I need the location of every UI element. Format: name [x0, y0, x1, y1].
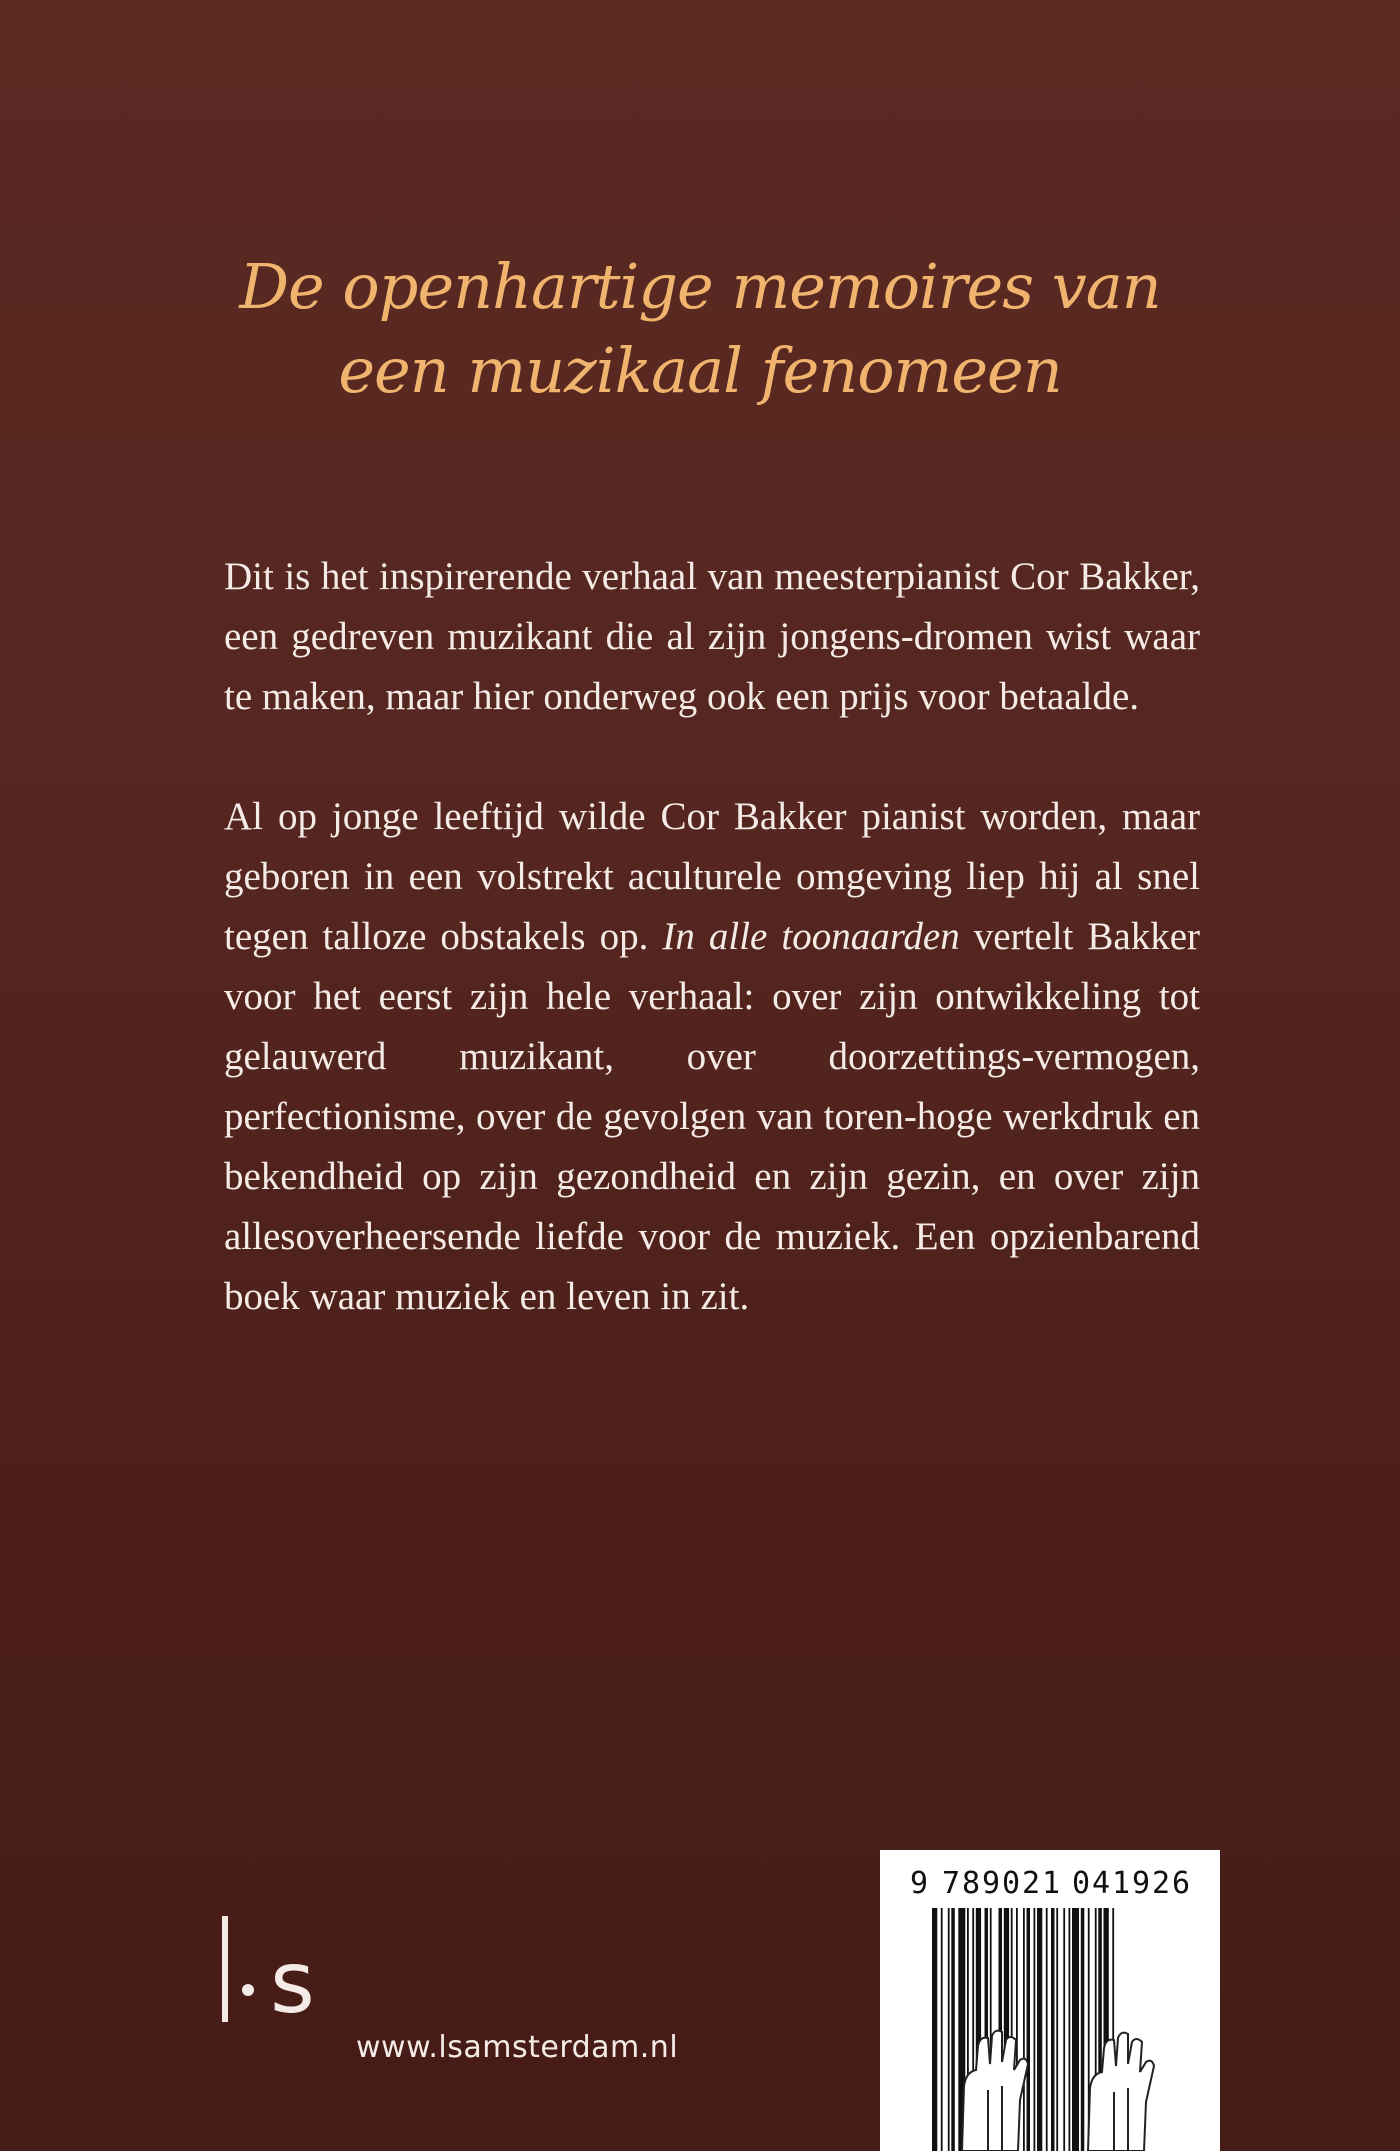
isbn-barcode [880, 1850, 1220, 2151]
blurb-paragraph-1: Dit is het inspirerende verhaal van meesterpianist Cor Bakker, een gedreven muzikant die al zijn jongens-dromen wist waar te maken, maar hier onderweg ook een prijs voor betaalde. [224, 555, 1200, 718]
tagline-line-2: een muzikaal fenomeen [338, 334, 1062, 407]
publisher-url: www.lsamsterdam.nl [356, 2030, 679, 2065]
publisher-logo [222, 1916, 332, 2033]
barcode-bar [1081, 1908, 1085, 2151]
barcode-lead-digit: 9 [910, 1866, 929, 1901]
logo-dot [242, 1984, 254, 1996]
barcode-digits-left: 789021 [942, 1866, 1060, 1901]
barcode-bar [1069, 1908, 1071, 2151]
barcode-bar [1063, 1908, 1065, 2151]
logo-bar [222, 1916, 228, 2022]
barcode-bar [1046, 1908, 1048, 2151]
blurb-paragraph-2-end: vertelt Bakker voor het eerst zijn hele verhaal: over zijn ontwikkeling tot gelauwerd muzikant, over doorzettings-vermogen, perfectionisme, over de gevolgen van toren-hoge werkdruk en bekendheid op zijn gezondheid en zijn gezin, en over zijn allesoverheersende liefde voor de muziek. Een opzienbarend boek waar muziek en leven in zit. [224, 915, 1200, 1318]
barcode-bar [951, 1908, 955, 2151]
tagline-line-1: De openhartige memoires van [239, 250, 1161, 323]
barcode-bar [1037, 1908, 1042, 2151]
barcode-bar [932, 1908, 937, 2151]
barcode-bar [1023, 1908, 1025, 2151]
book-title: In alle toonaarden [662, 915, 960, 958]
hands-illustration-right [1088, 2033, 1154, 2151]
barcode-bar [1051, 1908, 1055, 2151]
barcode-bar [1027, 1908, 1031, 2151]
barcode-graphic [880, 1850, 1220, 2151]
logo-letter: s [270, 1933, 315, 2033]
barcode-bar [948, 1908, 950, 2151]
barcode-bar [941, 1908, 943, 2151]
barcode-bar [1056, 1908, 1058, 2151]
barcode-bar [1034, 1908, 1036, 2151]
blurb-paragraph-2 [224, 787, 1200, 1327]
barcode-digits-right: 041926 [1072, 1866, 1190, 1901]
blurb-paragraph-2-start: Al op jonge leeftijd wilde Cor Bakker pianist worden, maar geboren in een volstrekt aculturele omgeving liep hij al snel tegen talloze obstakels op. [224, 795, 1200, 958]
hands-illustration-left [962, 2031, 1028, 2151]
barcode-bars [932, 1908, 1114, 2151]
blurb [224, 547, 1200, 1387]
tagline [0, 245, 1400, 413]
barcode-bar [1072, 1908, 1079, 2151]
